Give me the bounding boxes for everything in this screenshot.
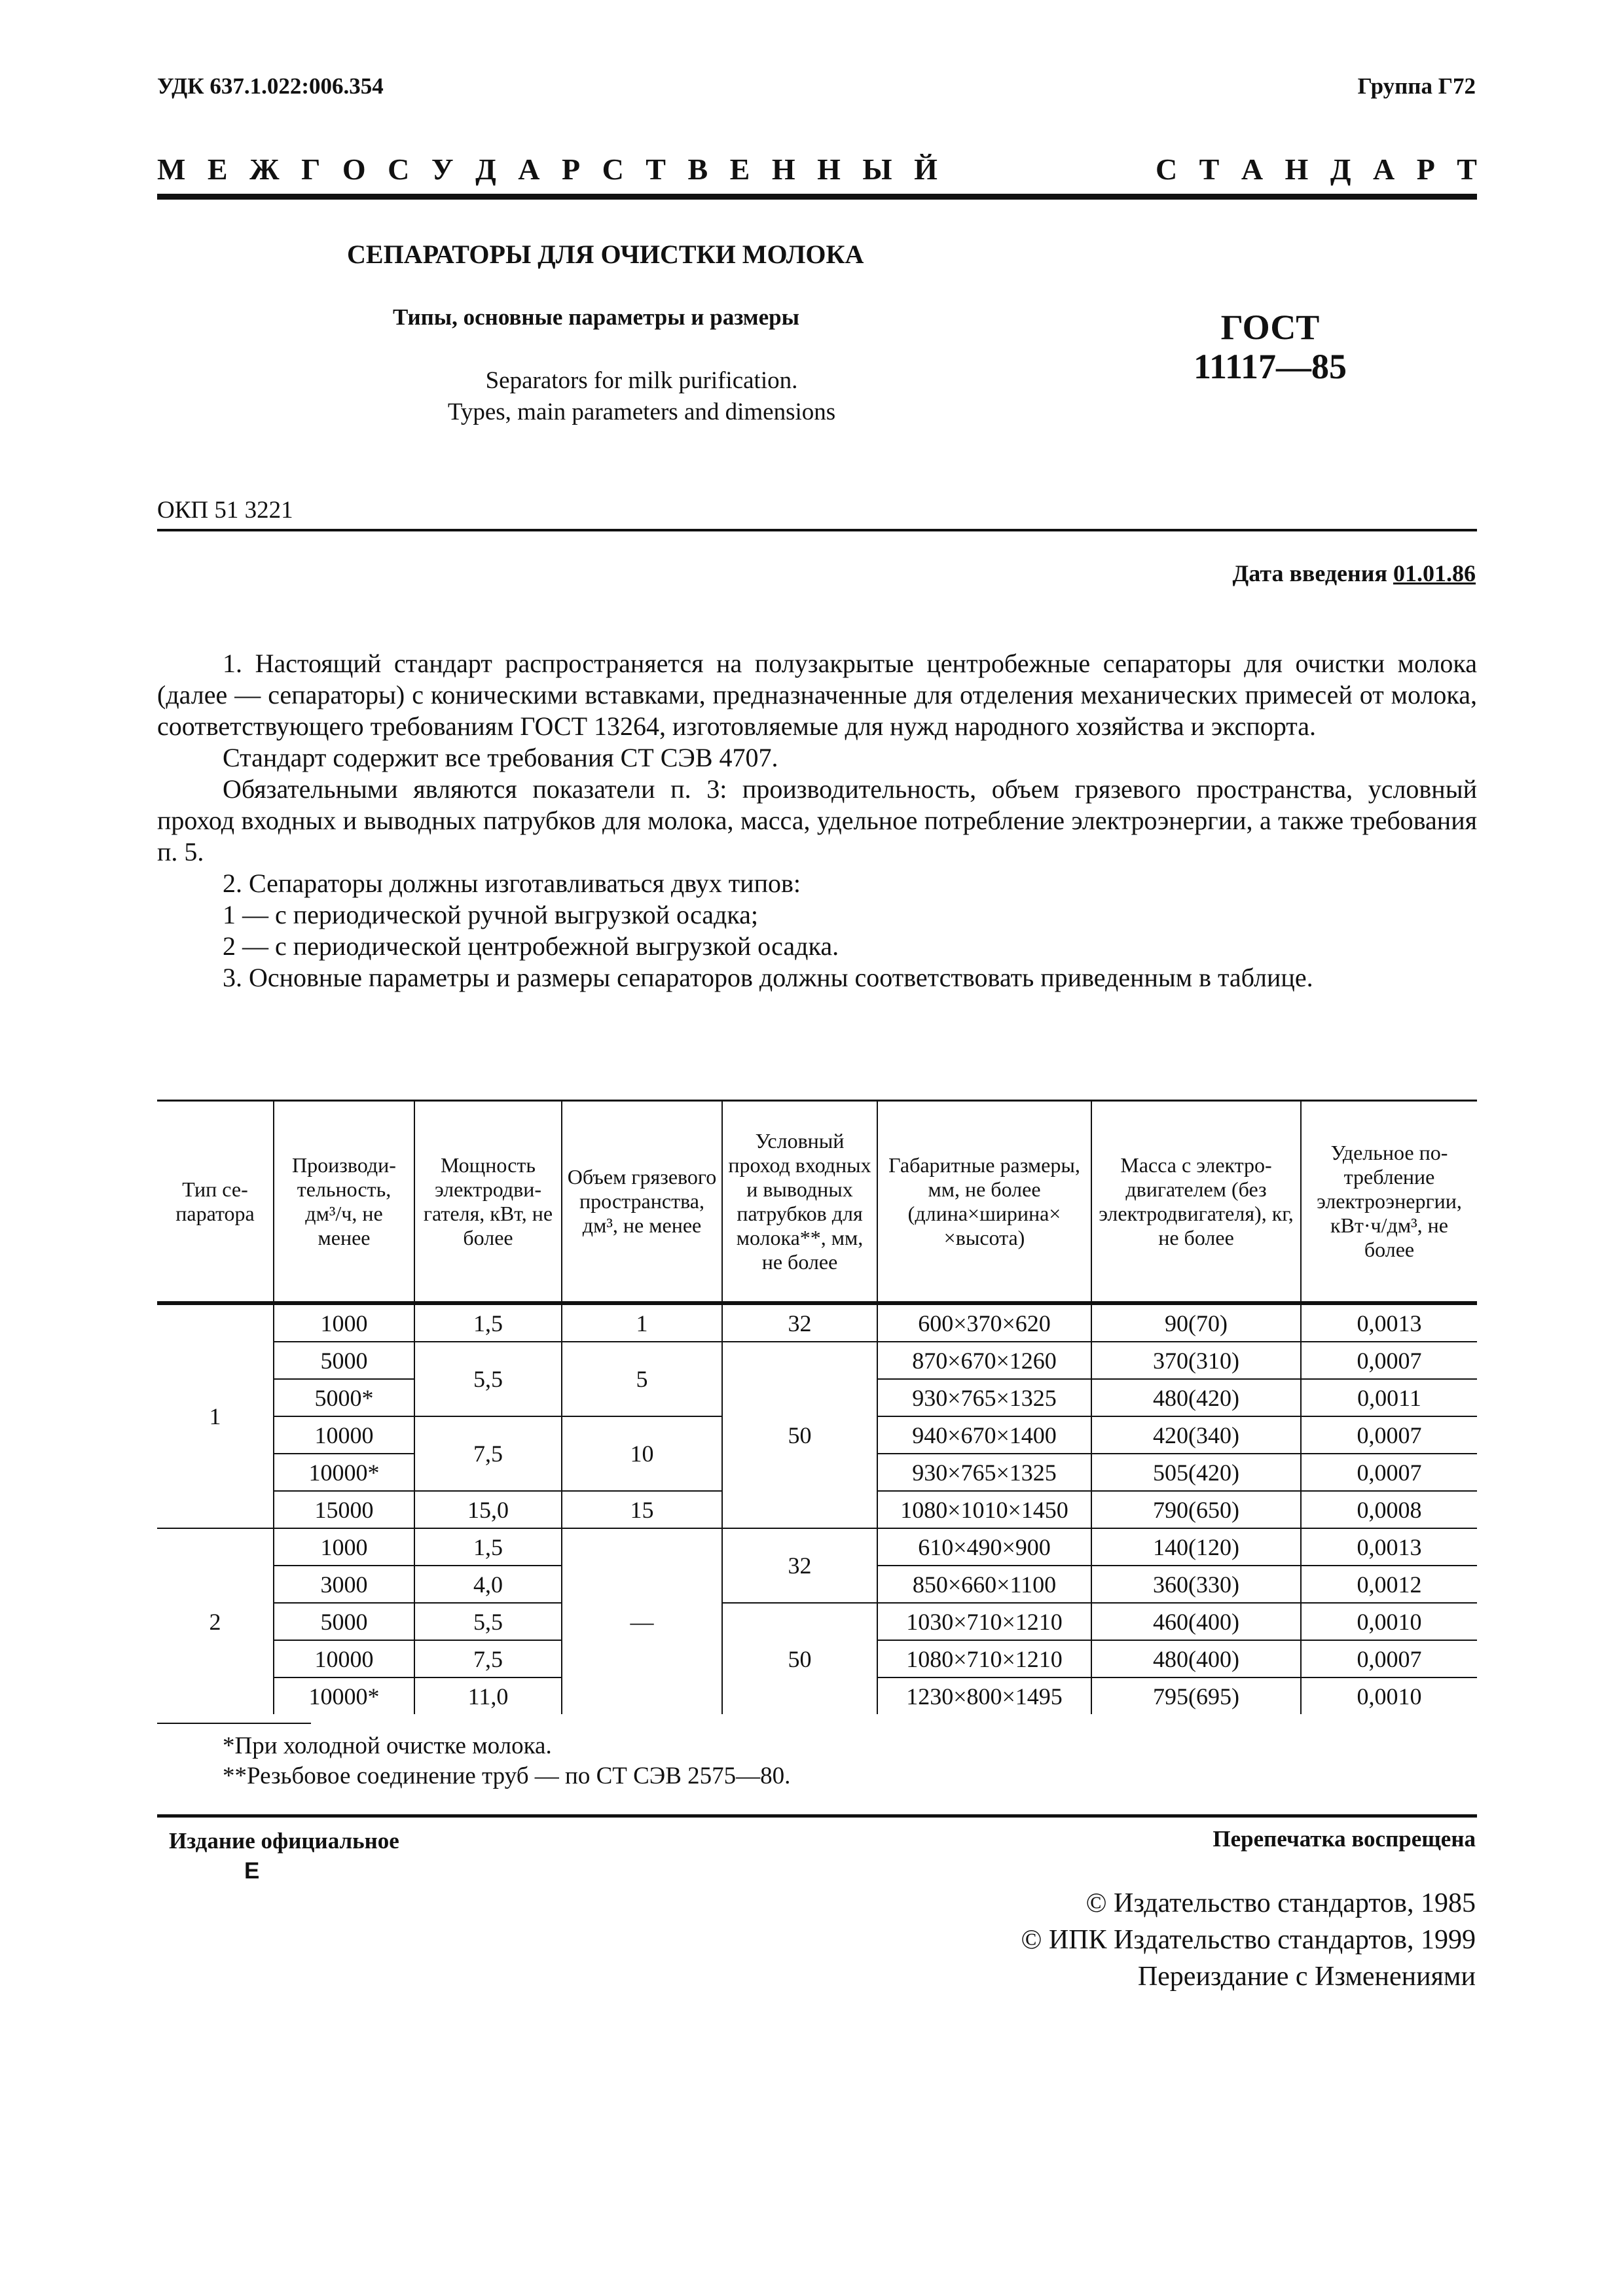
- volume-cell: 1: [562, 1303, 722, 1342]
- paragraph: 3. Основные параметры и размеры сепараторов должны соответствовать приведенным в таблице.: [223, 963, 1313, 992]
- column-header: Мощность электродвигателя, кВт, не более: [414, 1101, 562, 1304]
- group-code: Группа Г72: [1357, 73, 1476, 99]
- footnote: **Резьбовое соединение труб — по СТ СЭВ 2575—80.: [223, 1763, 791, 1789]
- footnote-rule: [157, 1723, 311, 1724]
- mass-cell: 480(420): [1091, 1379, 1301, 1416]
- power-cell: 5,5: [414, 1603, 562, 1640]
- mass-cell: 795(695): [1091, 1677, 1301, 1714]
- column-header: Тип сепаратора: [157, 1101, 274, 1304]
- dims-cell: 1080×1010×1450: [877, 1491, 1091, 1528]
- document-subtitle: Типы, основные параметры и размеры: [393, 304, 799, 330]
- paragraph: 1 — с периодической ручной выгрузкой осадка;: [223, 900, 759, 929]
- energy-cell: 0,0013: [1301, 1528, 1477, 1566]
- english-title-line: Types, main parameters and dimensions: [447, 399, 836, 425]
- column-header: Производительность, дм³/ч, не менее: [274, 1101, 414, 1304]
- gost-label: ГОСТ: [1220, 308, 1320, 347]
- power-cell: 7,5: [414, 1416, 562, 1491]
- column-header: Масса с электродвигателем (без электродвигателя), кг, не более: [1091, 1101, 1301, 1304]
- table-row: [157, 1528, 1477, 1566]
- capacity-cell: 10000: [274, 1640, 414, 1677]
- gost-number: 11117—85: [1193, 347, 1347, 386]
- mass-cell: 505(420): [1091, 1454, 1301, 1491]
- dims-cell: 930×765×1325: [877, 1454, 1091, 1491]
- english-title: [347, 365, 936, 428]
- energy-cell: 0,0010: [1301, 1603, 1477, 1640]
- table-row: [157, 1303, 1477, 1342]
- english-title-line: Separators for milk purification.: [485, 367, 798, 394]
- paragraph: 1. Настоящий стандарт распространяется на полузакрытые центробежные сепараторы для очистки молока (далее — сепараторы) с коническими вставками, предназначенные для отделения механических примесей от молока, соответствующего требованиям ГОСТ 13264, изготовляемые для нужд народного хозяйства и экспорта.: [157, 649, 1477, 741]
- capacity-cell: 1000: [274, 1303, 414, 1342]
- dims-cell: 850×660×1100: [877, 1566, 1091, 1603]
- dims-cell: 930×765×1325: [877, 1379, 1091, 1416]
- mass-cell: 790(650): [1091, 1491, 1301, 1528]
- footnote: *При холодной очистке молока.: [223, 1732, 552, 1759]
- intro-date-label: Дата введения: [1232, 560, 1387, 586]
- intro-date-value: 01.01.86: [1393, 560, 1476, 586]
- capacity-cell: 1000: [274, 1528, 414, 1566]
- power-cell: 15,0: [414, 1491, 562, 1528]
- parameters-table: [157, 1100, 1477, 1714]
- volume-cell: —: [562, 1528, 722, 1714]
- mass-cell: 90(70): [1091, 1303, 1301, 1342]
- energy-cell: 0,0011: [1301, 1379, 1477, 1416]
- interstate-standard-heading: [157, 152, 1477, 187]
- paragraph: Стандарт содержит все требования СТ СЭВ 4707.: [223, 743, 778, 772]
- reissue-line: Переиздание с Изменениями: [1137, 1962, 1476, 1992]
- power-cell: 11,0: [414, 1677, 562, 1714]
- volume-cell: 10: [562, 1416, 722, 1491]
- dims-cell: 870×670×1260: [877, 1342, 1091, 1379]
- table-header-row: [157, 1101, 1477, 1304]
- capacity-cell: 10000: [274, 1416, 414, 1454]
- power-cell: 4,0: [414, 1566, 562, 1603]
- capacity-cell: 5000*: [274, 1379, 414, 1416]
- okp-code: ОКП 51 3221: [157, 497, 293, 524]
- gost-designation: [1172, 308, 1368, 386]
- power-cell: 7,5: [414, 1640, 562, 1677]
- capacity-cell: 10000*: [274, 1677, 414, 1714]
- standard-word: С Т А Н Д А Р Т: [1155, 152, 1477, 186]
- energy-cell: 0,0007: [1301, 1416, 1477, 1454]
- power-cell: 5,5: [414, 1342, 562, 1416]
- document-title: СЕПАРАТОРЫ ДЛЯ ОЧИСТКИ МОЛОКА: [347, 240, 864, 269]
- energy-cell: 0,0007: [1301, 1454, 1477, 1491]
- copyright-line: © ИПК Издательство стандартов, 1999: [1021, 1925, 1476, 1955]
- column-header: Габаритные размеры, мм, не более (длина×ширина× ×высота): [877, 1101, 1091, 1304]
- capacity-cell: 10000*: [274, 1454, 414, 1491]
- column-header: Условный проход входных и выводных патрубков для молока**, мм, не более: [722, 1101, 877, 1304]
- reprint-notice: Перепечатка воспрещена: [1213, 1826, 1476, 1852]
- mass-cell: 480(400): [1091, 1640, 1301, 1677]
- copyright-block: [1021, 1885, 1476, 1995]
- column-header: Объем грязевого пространства, дм³, не менее: [562, 1101, 722, 1304]
- mass-cell: 370(310): [1091, 1342, 1301, 1379]
- body-text: [157, 648, 1477, 994]
- intro-date: [1233, 560, 1476, 587]
- power-cell: 1,5: [414, 1528, 562, 1566]
- energy-cell: 0,0013: [1301, 1303, 1477, 1342]
- top-rule: [157, 194, 1477, 200]
- energy-cell: 0,0007: [1301, 1342, 1477, 1379]
- capacity-cell: 5000: [274, 1603, 414, 1640]
- mass-cell: 140(120): [1091, 1528, 1301, 1566]
- paragraph: 2. Сепараторы должны изготавливаться двух типов:: [223, 869, 801, 898]
- copyright-line: © Издательство стандартов, 1985: [1085, 1888, 1476, 1918]
- dims-cell: 610×490×900: [877, 1528, 1091, 1566]
- edition-mark: Е: [244, 1858, 260, 1884]
- okp-rule: [157, 529, 1477, 531]
- official-edition: [169, 1826, 399, 1886]
- dims-cell: 1030×710×1210: [877, 1603, 1091, 1640]
- passage-cell: 32: [722, 1528, 877, 1603]
- dims-cell: 1230×800×1495: [877, 1677, 1091, 1714]
- dims-cell: 940×670×1400: [877, 1416, 1091, 1454]
- passage-cell: 50: [722, 1342, 877, 1528]
- paragraph: 2 — с периодической центробежной выгрузкой осадка.: [223, 931, 839, 961]
- paragraph: Обязательными являются показатели п. 3: производительность, объем грязевого пространства, условный проход входных и выводных патрубков для молока, масса, удельное потребление электроэнергии, а также требования п. 5.: [157, 774, 1477, 867]
- table-row: [157, 1603, 1477, 1640]
- table-row: [157, 1342, 1477, 1379]
- udk-code: УДК 637.1.022:006.354: [157, 73, 384, 99]
- volume-cell: 15: [562, 1491, 722, 1528]
- capacity-cell: 5000: [274, 1342, 414, 1379]
- capacity-cell: 3000: [274, 1566, 414, 1603]
- mass-cell: 420(340): [1091, 1416, 1301, 1454]
- passage-cell: 32: [722, 1303, 877, 1342]
- type-cell: 2: [157, 1528, 274, 1714]
- dims-cell: 1080×710×1210: [877, 1640, 1091, 1677]
- footer-rule: [157, 1814, 1477, 1818]
- official-edition-label: Издание официальное: [169, 1828, 399, 1854]
- mass-cell: 460(400): [1091, 1603, 1301, 1640]
- energy-cell: 0,0007: [1301, 1640, 1477, 1677]
- interstate-word: М Е Ж Г О С У Д А Р С Т В Е Н Н Ы Й: [157, 152, 938, 186]
- column-header: Удельное потребление электроэнергии, кВт·ч/дм³, не более: [1301, 1101, 1477, 1304]
- capacity-cell: 15000: [274, 1491, 414, 1528]
- passage-cell: 50: [722, 1603, 877, 1714]
- power-cell: 1,5: [414, 1303, 562, 1342]
- energy-cell: 0,0010: [1301, 1677, 1477, 1714]
- dims-cell: 600×370×620: [877, 1303, 1091, 1342]
- type-cell: 1: [157, 1303, 274, 1528]
- energy-cell: 0,0008: [1301, 1491, 1477, 1528]
- volume-cell: 5: [562, 1342, 722, 1416]
- mass-cell: 360(330): [1091, 1566, 1301, 1603]
- footnotes: [223, 1731, 790, 1791]
- energy-cell: 0,0012: [1301, 1566, 1477, 1603]
